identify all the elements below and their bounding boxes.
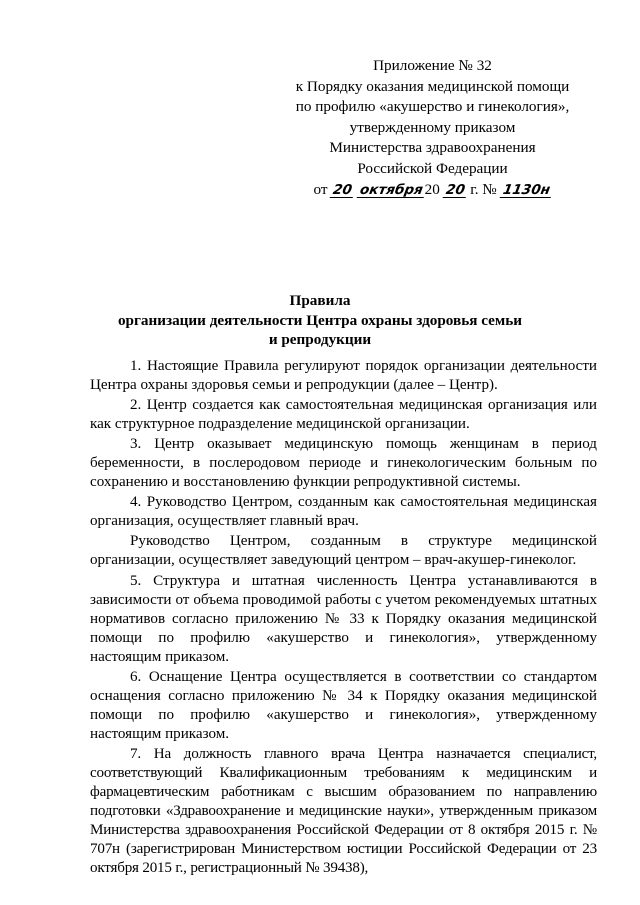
handwritten-month: октября (358, 181, 425, 198)
handwritten-day: 20 (331, 181, 354, 198)
paragraph: 4. Руководство Центром, созданным как самостоятельная медицинская организация, осуществляет главный врач. (90, 494, 597, 530)
date-prefix: от (313, 180, 328, 198)
paragraph: 6. Оснащение Центра осуществляется в соответствии со стандартом оснащения согласно приложению № 34 к Порядку оказания медицинской помощи по профилю «акушерство и гинекология», утвержденному настоящим приказом. (90, 668, 597, 742)
annex-line: утвержденному приказом (349, 118, 516, 136)
annex-date-line (270, 180, 595, 201)
annex-number: Приложение № 32 (373, 57, 492, 74)
number-prefix: г. № (470, 180, 497, 198)
paragraph: 5. Структура и штатная численность Центра устанавливаются в зависимости от объема проводимой работы с учетом рекомендуемых штатных нормативов согласно приложению № 33 к Порядку оказания медицинской помощи по профилю «акушерство и гинекология», утвержденному настоящим приказом. (90, 572, 597, 665)
paragraph: 2. Центр создается как самостоятельная медицинская организация или как структурное подразделение медицинской организации. (90, 397, 597, 433)
title-line: организации деятельности Центра охраны здоровья семьи (117, 311, 523, 329)
document-title (0, 291, 640, 350)
annex-header (270, 56, 595, 200)
annex-line: по профилю «акушерство и гинекология», (295, 98, 570, 116)
annex-line: Министерства здравоохранения (329, 139, 536, 157)
annex-line: к Порядку оказания медицинской помощи (295, 77, 570, 95)
paragraph: Руководство Центром, созданным в структуре медицинской организации, осуществляет заведующий центром – врач-акушер-гинеколог. (90, 533, 597, 569)
handwritten-year: 20 (444, 181, 466, 198)
title-line: Правила (289, 292, 351, 309)
paragraph: 7. На должность главного врача Центра назначается специалист, соответствующий Квалификационным требованиям к медицинским и фармацевтическим работникам с высшим образованием по направлению подготовки «Здравоохранение и медицинские науки», утвержденным приказом Министерства здравоохранения Российской Федерации от 8 октября 2015 г. № 707н (зарегистрирован Министерством юстиции Российской Федерации от 23 октября 2015 г., регистрационный № 39438), (90, 745, 597, 877)
paragraph: 1. Настоящие Правила регулируют порядок организации деятельности Центра охраны здоровья семьи и репродукции (далее – Центр). (90, 358, 597, 394)
handwritten-number: 1130н (501, 181, 551, 198)
document-body (90, 357, 597, 879)
title-line: и репродукции (268, 331, 372, 348)
year-prefix: 20 (424, 180, 440, 198)
annex-line: Российской Федерации (357, 159, 508, 177)
paragraph: 3. Центр оказывает медицинскую помощь женщинам в период беременности, в послеродовом периоде и гинекологическим больным по сохранению и восстановлению функции репродуктивной системы. (90, 436, 597, 491)
